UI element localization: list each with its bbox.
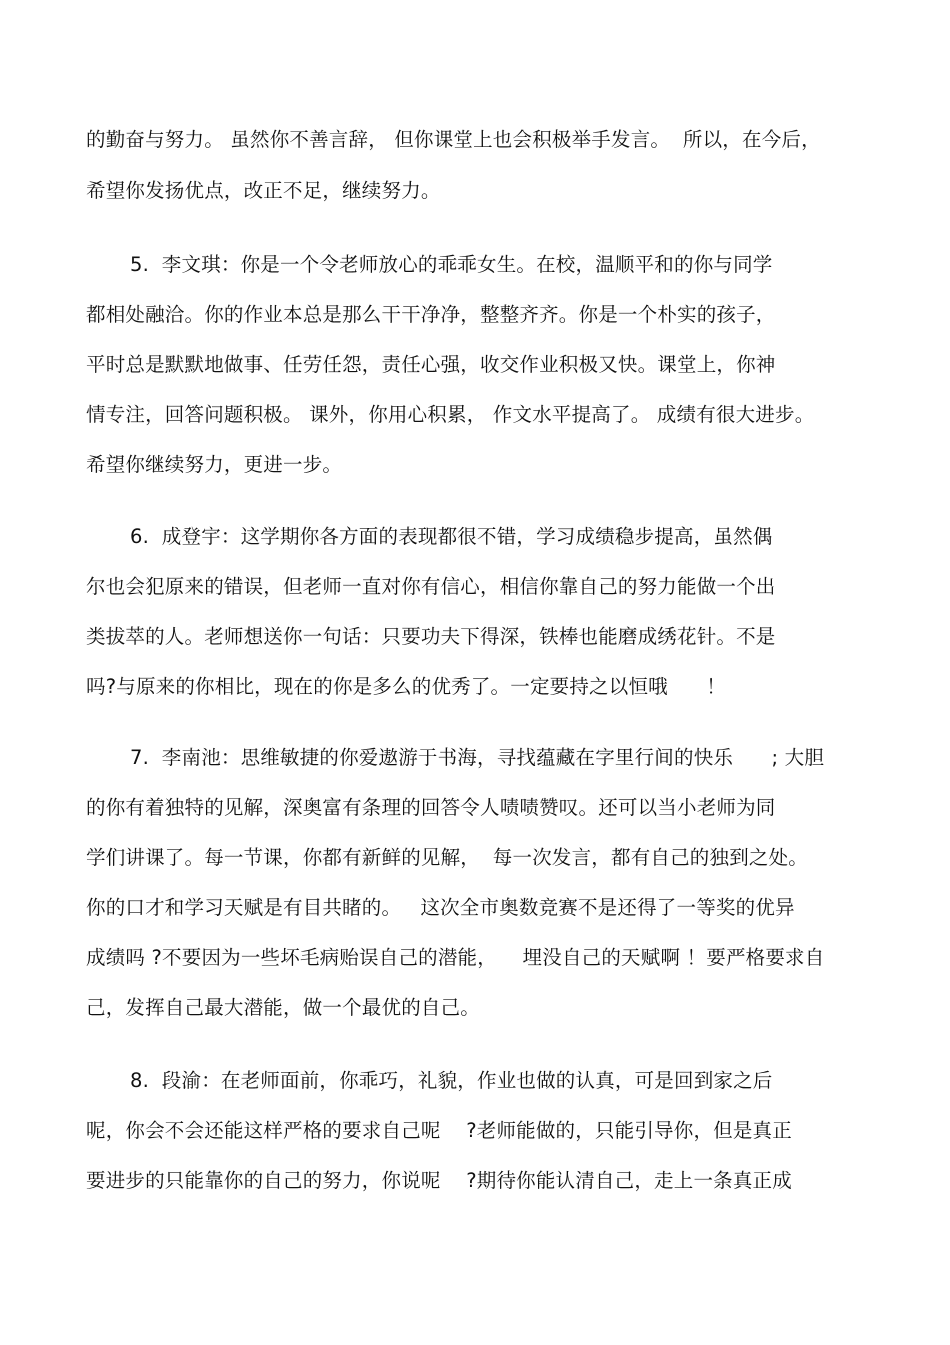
paragraph-8-start: 8. 段渝：在老师面前，你乖巧，礼貌，作业也做的认真，可是回到家之后 — [130, 1069, 773, 1092]
paragraph-7-start: 7. 李南池：思维敏捷的你爱遨游于书海，寻找蕴藏在字里行间的快乐 ; 大胆 — [130, 746, 825, 769]
text-line: 学们讲课了。每一节课，你都有新鲜的见解， 每一次发言，都有自己的独到之处。 — [86, 846, 808, 869]
text-line: 都相处融洽。你的作业本总是那么干干净净，整整齐齐。你是一个朴实的孩子， — [86, 303, 776, 326]
paragraph-6-start: 6. 成登宇：这学期你各方面的表现都很不错，学习成绩稳步提高，虽然偶 — [130, 525, 773, 548]
text-line: 吗?与原来的你相比，现在的你是多么的优秀了。一定要持之以恒哦 ！ — [86, 675, 726, 698]
text-line: 情专注，回答问题积极。 课外，你用心积累， 作文水平提高了。 成绩有很大进步。 — [86, 403, 815, 426]
paragraph-5-start: 5. 李文琪：你是一个令老师放心的乖乖女生。在校，温顺平和的你与同学 — [130, 253, 773, 276]
text-line: 成绩吗 ?不要因为一些坏毛病贻误自己的潜能， 埋没自己的天赋啊 ！要严格要求自 — [86, 946, 825, 969]
text-line: 的你有着独特的见解，深奥富有条理的回答令人啧啧赞叹。还可以当小老师为同 — [86, 796, 776, 819]
text-line: 的勤奋与努力。 虽然你不善言辞， 但你课堂上也会积极举手发言。 所以，在今后， — [86, 128, 821, 151]
text-line: 尔也会犯原来的错误，但老师一直对你有信心，相信你靠自己的努力能做一个出 — [86, 575, 776, 598]
text-line: 要进步的只能靠你的自己的努力，你说呢 ?期待你能认清自己，走上一条真正成 — [86, 1169, 792, 1192]
text-line: 你的口才和学习天赋是有目共睹的。 这次全市奥数竞赛不是还得了一等奖的优异 — [86, 896, 795, 919]
text-line: 类拔萃的人。老师想送你一句话：只要功夫下得深，铁棒也能磨成绣花针。不是 — [86, 625, 776, 648]
text-line: 希望你继续努力，更进一步。 — [86, 453, 343, 476]
text-line: 希望你发扬优点，改正不足，继续努力。 — [86, 179, 441, 202]
text-line: 呢，你会不会还能这样严格的要求自己呢 ?老师能做的，只能引导你，但是真正 — [86, 1119, 792, 1142]
text-line: 平时总是默默地做事、任劳任怨，责任心强，收交作业积极又快。课堂上，你神 — [86, 353, 776, 376]
text-line: 己，发挥自己最大潜能，做一个最优的自己。 — [86, 996, 481, 1019]
